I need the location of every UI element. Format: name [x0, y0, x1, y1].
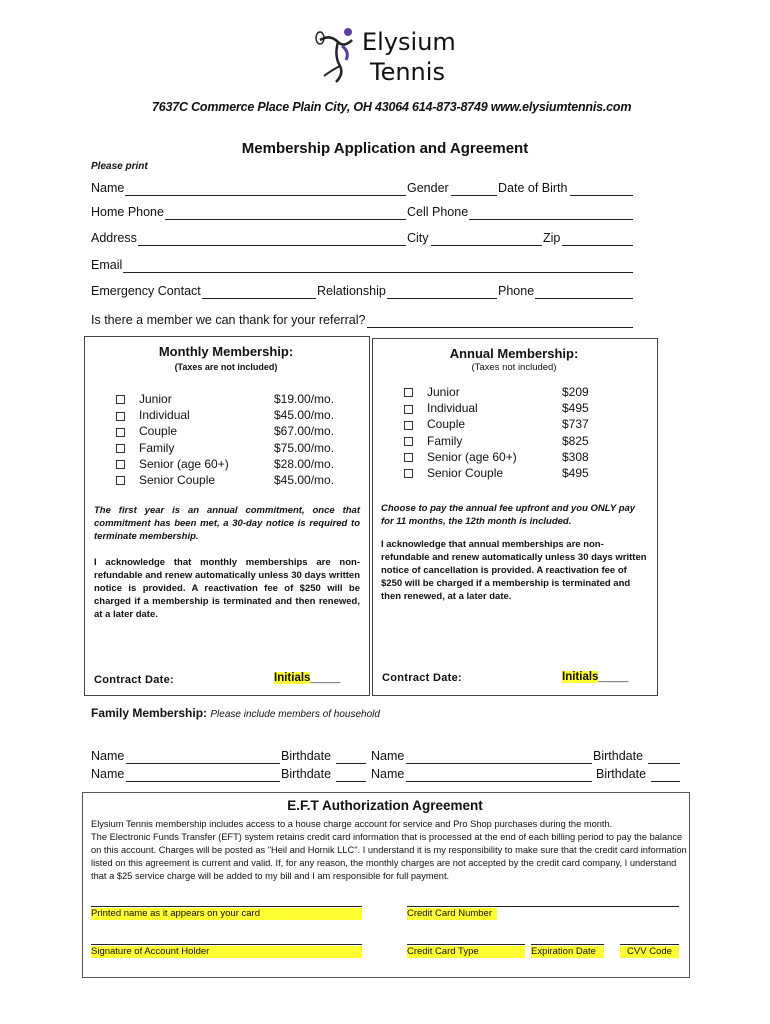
signature-label: Signature of Account Holder: [91, 946, 362, 958]
family-birthdate-label: Birthdate: [596, 767, 647, 781]
card-type-field[interactable]: [407, 944, 525, 945]
address-field[interactable]: [138, 245, 406, 246]
eft-line2: The Electronic Funds Transfer (EFT) system retains credit card information that is processed at the end of each billing period to pay the balance on this account. Charges will be posted as "Heil and Hornik LLC". I understand it is my responsibility to make sure that the credit card information listed on this agreement is current and valid. If, for any reason, the monthly charges are not accepted by the credit card company, I understand that a $25 service charge will be added to my bill and I am responsible for full payment.: [91, 832, 687, 881]
price: $67.00/mo.: [274, 424, 335, 439]
phone-field[interactable]: [535, 298, 633, 299]
checkbox[interactable]: [404, 453, 413, 462]
emergency-contact-field[interactable]: [202, 298, 316, 299]
city-field[interactable]: [431, 245, 542, 246]
city-label: City: [407, 231, 429, 245]
price: $825: [562, 433, 589, 448]
family-membership-heading: Family Membership: Please include members of household: [91, 706, 380, 720]
list-item[interactable]: Junior: [116, 391, 229, 407]
price: $28.00/mo.: [274, 456, 335, 471]
cvv-field[interactable]: [620, 944, 679, 945]
relationship-label: Relationship: [317, 284, 386, 298]
monthly-commitment-text: The first year is an annual commitment, once that commitment has been met, a 30-day notice is required to terminate membership.: [94, 505, 360, 542]
price: $495: [562, 466, 589, 481]
family-name-label: Name: [371, 767, 405, 781]
checkbox[interactable]: [116, 395, 125, 404]
annual-acknowledge-text: I acknowledge that annual memberships are non-refundable and renew automatically unless 30 days written notice of cancellation is provided. A reactivation fee of $250 will be charged if a membership is terminated and then renewed, at a later date.: [381, 539, 647, 602]
list-item[interactable]: Senior (age 60+): [404, 449, 517, 465]
eft-title: E.F.T Authorization Agreement: [287, 798, 483, 813]
monthly-plan-list: [116, 391, 229, 488]
checkbox[interactable]: [116, 428, 125, 437]
card-number-label: Credit Card Number: [407, 908, 497, 920]
gender-field[interactable]: [451, 195, 497, 196]
zip-label: Zip: [543, 231, 561, 245]
signature-field[interactable]: [91, 944, 362, 945]
home-phone-label: Home Phone: [91, 205, 164, 219]
checkbox[interactable]: [404, 437, 413, 446]
family-name-field[interactable]: [406, 763, 592, 764]
family-name-label: Name: [91, 749, 125, 763]
annual-upfront-text: Choose to pay the annual fee upfront and you ONLY pay for 11 months, the 12th month is included.: [381, 503, 636, 527]
price: $19.00/mo.: [274, 392, 335, 406]
price: $45.00/mo.: [274, 473, 335, 488]
list-item[interactable]: Family: [404, 433, 517, 449]
zip-field[interactable]: [562, 245, 633, 246]
price: $75.00/mo.: [274, 440, 335, 455]
logo-line2: Tennis: [370, 58, 445, 86]
tennis-player-icon: [312, 26, 362, 86]
monthly-initials[interactable]: Initials______: [274, 672, 341, 684]
family-birthdate-field[interactable]: [651, 781, 680, 782]
checkbox[interactable]: [116, 460, 125, 469]
card-type-label: Credit Card Type: [407, 946, 525, 958]
address-label: Address: [91, 231, 137, 245]
cell-phone-label: Cell Phone: [407, 205, 469, 219]
phone-label: Phone: [498, 284, 535, 298]
monthly-acknowledge-text: I acknowledge that monthly memberships are non-refundable and renew automatically unless 30 days written notice is provided. A reactivation fee of $250 will be charged if a membership is terminated and then renewed, at a later date.: [94, 557, 360, 620]
dob-field[interactable]: [570, 195, 633, 196]
logo: [312, 18, 472, 88]
monthly-price-list: [274, 391, 334, 488]
email-field[interactable]: [123, 272, 633, 273]
expiration-field[interactable]: [531, 944, 604, 945]
referral-label: Is there a member we can thank for your referral?: [91, 313, 366, 327]
emergency-contact-label: Emergency Contact: [91, 284, 201, 298]
price: $495: [562, 401, 589, 416]
list-item[interactable]: Senior Couple: [116, 472, 229, 488]
page-title: Membership Application and Agreement: [241, 140, 529, 157]
family-name-field[interactable]: [126, 763, 280, 764]
checkbox[interactable]: [116, 444, 125, 453]
printed-name-field[interactable]: [91, 906, 362, 907]
checkbox[interactable]: [404, 469, 413, 478]
checkbox[interactable]: [404, 405, 413, 414]
family-name-label: Name: [91, 767, 125, 781]
family-name-field[interactable]: [126, 781, 280, 782]
price: $209: [562, 385, 589, 399]
price: $45.00/mo.: [274, 408, 335, 423]
family-birthdate-field[interactable]: [336, 781, 366, 782]
card-number-field[interactable]: [407, 906, 679, 907]
list-item[interactable]: Couple: [404, 416, 517, 432]
relationship-field[interactable]: [387, 298, 497, 299]
annual-initials[interactable]: Initials______: [562, 671, 629, 683]
checkbox[interactable]: [116, 476, 125, 485]
monthly-title: Monthly Membership:: [158, 344, 294, 359]
referral-field[interactable]: [367, 327, 633, 328]
checkbox[interactable]: [404, 388, 413, 397]
expiration-label: Expiration Date: [531, 946, 604, 958]
logo-line1: Elysium: [362, 28, 456, 56]
monthly-contract-date: Contract Date:: [94, 674, 174, 686]
family-birthdate-field[interactable]: [648, 763, 680, 764]
email-label: Email: [91, 258, 123, 272]
checkbox[interactable]: [116, 412, 125, 421]
cell-phone-field[interactable]: [469, 219, 633, 220]
checkbox[interactable]: [404, 421, 413, 430]
annual-plan-list: [404, 384, 517, 481]
price: $737: [562, 417, 589, 432]
family-birthdate-label: Birthdate: [593, 749, 644, 763]
cvv-label: CVV Code: [620, 946, 679, 958]
gender-label: Gender: [407, 181, 449, 195]
please-print: Please print: [91, 161, 148, 172]
dob-label: Date of Birth: [498, 181, 568, 195]
list-item[interactable]: Couple: [116, 423, 229, 439]
annual-title: Annual Membership:: [449, 346, 579, 361]
list-item[interactable]: Individual: [116, 407, 229, 423]
price: $308: [562, 449, 589, 464]
list-item[interactable]: Senior Couple: [404, 465, 517, 481]
list-item[interactable]: Family: [116, 440, 229, 456]
list-item[interactable]: Individual: [404, 400, 517, 416]
home-phone-field[interactable]: [165, 219, 406, 220]
family-name-label: Name: [371, 749, 405, 763]
annual-price-list: [562, 384, 589, 481]
printed-name-label: Printed name as it appears on your card: [91, 908, 362, 920]
eft-line1: Elysium Tennis membership includes access to a house charge account for service and Pro Shop purchases during the month.: [91, 819, 613, 829]
annual-contract-date: Contract Date:: [382, 672, 462, 684]
family-birthdate-label: Birthdate: [281, 749, 332, 763]
family-birthdate-label: Birthdate: [281, 767, 332, 781]
name-label: Name: [91, 181, 125, 195]
list-item[interactable]: Senior (age 60+): [116, 456, 229, 472]
annual-subtitle: (Taxes not included): [471, 362, 557, 373]
monthly-subtitle: (Taxes are not included): [174, 362, 278, 372]
name-field[interactable]: [125, 195, 406, 196]
address-line: 7637C Commerce Place Plain City, OH 43064 614-873-8749 www.elysiumtennis.com: [152, 100, 632, 114]
family-birthdate-field[interactable]: [336, 763, 366, 764]
list-item[interactable]: Junior: [404, 384, 517, 400]
family-name-field[interactable]: [406, 781, 592, 782]
